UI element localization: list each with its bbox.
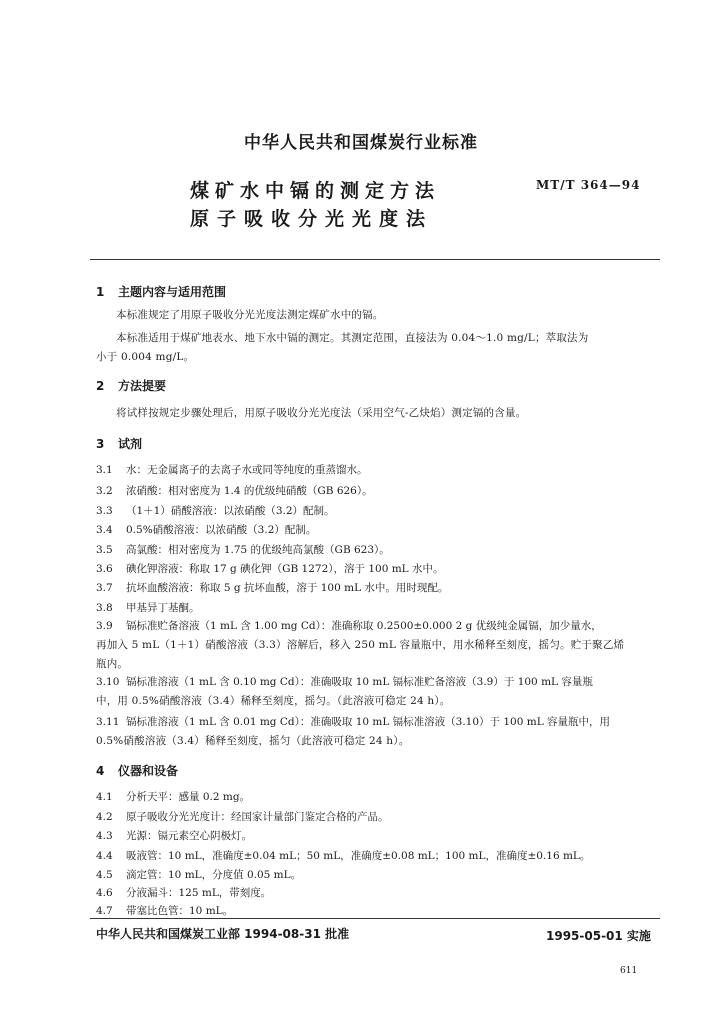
section-title: 仪器和设备 xyxy=(118,764,179,778)
list-item xyxy=(96,618,602,633)
item-number: 4.6 xyxy=(96,887,113,899)
footer-divider xyxy=(90,918,660,919)
section-number: 1 xyxy=(96,285,105,299)
item-continuation: 瓶内。 xyxy=(96,658,129,670)
item-text: 浓硝酸：相对密度为 1.4 的优级纯硝酸（GB 626）。 xyxy=(126,485,373,497)
list-item xyxy=(96,885,271,900)
list-item xyxy=(96,462,368,477)
item-number: 4.4 xyxy=(96,850,113,862)
section-title: 方法提要 xyxy=(118,379,167,393)
paragraph: 小于 0.004 mg/L。 xyxy=(96,351,195,363)
approval-info: 中华人民共和国煤炭工业部 1994-08-31 批准 xyxy=(96,927,350,941)
list-item xyxy=(96,848,590,863)
item-number: 3.7 xyxy=(96,582,113,594)
item-text: 镉标准溶液（1 mL 含 0.01 mg Cd）：准确吸取 10 mL 镉标准溶液（3.10）于 100 mL 容量瓶中，用 xyxy=(126,716,611,728)
list-item xyxy=(96,867,301,882)
page-number: 611 xyxy=(620,966,638,976)
item-continuation: 再加入 5 mL（1＋1）硝酸溶液（3.3）溶解后，移入 250 mL 容量瓶中，用水稀释至刻度，摇匀。贮于聚乙烯 xyxy=(96,639,625,651)
item-number: 4.3 xyxy=(96,830,113,842)
list-item xyxy=(96,809,389,824)
list-item xyxy=(96,828,252,843)
paragraph: 本标准规定了用原子吸收分光光度法测定煤矿水中的镉。 xyxy=(116,309,384,321)
item-text: 水：无金属离子的去离子水或同等纯度的重蒸馏水。 xyxy=(126,464,368,476)
item-number: 3.2 xyxy=(96,485,113,497)
item-number: 4.5 xyxy=(96,869,113,881)
list-item xyxy=(96,580,448,595)
item-text: 镉标准贮备溶液（1 mL 含 1.00 mg Cd）：准确称取 0.2500±0.000 2 g 优级纯金属镉，加少量水， xyxy=(126,620,602,632)
list-item xyxy=(96,542,390,557)
header-divider xyxy=(90,259,660,260)
item-text: 分液漏斗：125 mL，带刻度。 xyxy=(126,887,272,899)
item-number: 3.8 xyxy=(96,602,113,614)
item-text: 碘化钾溶液：称取 17 g 碘化钾（GB 1272），溶于 100 mL 水中。 xyxy=(126,563,444,575)
item-number: 4.7 xyxy=(96,905,113,917)
item-number: 3.4 xyxy=(96,524,113,536)
item-text: 高氯酸：相对密度为 1.75 的优级纯高氯酸（GB 623）。 xyxy=(126,544,390,556)
item-number: 3.1 xyxy=(96,464,113,476)
item-continuation: 0.5%硝酸溶液（3.4）稀释至刻度，摇匀（此溶液可稳定 24 h）。 xyxy=(96,735,410,747)
item-text: 镉标准溶液（1 mL 含 0.10 mg Cd）：准确吸取 10 mL 镉标准贮备溶液（3.9）于 100 mL 容量瓶 xyxy=(126,676,593,688)
list-item xyxy=(96,503,335,518)
item-number: 3.11 xyxy=(96,716,120,728)
item-text: 光源：镉元素空心阴极灯。 xyxy=(126,830,252,842)
item-number: 3.3 xyxy=(96,505,113,517)
standard-code: MT/T 364—94 xyxy=(536,178,641,192)
item-text: 滴定管：10 mL，分度值 0.05 mL。 xyxy=(126,869,302,881)
section-3-heading xyxy=(96,435,142,452)
document-title-line2: 原子吸收分光光度法 xyxy=(190,208,434,230)
section-number: 3 xyxy=(96,437,105,451)
item-number: 3.6 xyxy=(96,563,113,575)
item-text: 吸液管：10 mL，准确度±0.04 mL；50 mL，准确度±0.08 mL；100 mL，准确度±0.16 mL。 xyxy=(126,850,591,862)
list-item xyxy=(96,522,316,537)
paragraph: 将试样按规定步骤处理后，用原子吸收分光光度法（采用空气-乙炔焰）测定镉的含量。 xyxy=(116,407,527,419)
section-title: 试剂 xyxy=(118,437,143,451)
paragraph: 本标准适用于煤矿地表水、地下水中镉的测定。其测定范围，直接法为 0.04～1.0 mg/L；萃取法为 xyxy=(116,332,589,344)
item-text: 带塞比色管：10 mL。 xyxy=(126,905,234,917)
list-item xyxy=(96,600,200,615)
list-item xyxy=(96,674,593,689)
item-text: （1＋1）硝酸溶液：以浓硝酸（3.2）配制。 xyxy=(126,505,335,517)
item-number: 3.5 xyxy=(96,544,113,556)
item-text: 分析天平：感量 0.2 mg。 xyxy=(126,791,251,803)
issuer-header: 中华人民共和国煤炭行业标准 xyxy=(244,133,478,153)
section-number: 4 xyxy=(96,764,105,778)
list-item xyxy=(96,789,250,804)
implementation-date: 1995-05-01 实施 xyxy=(546,929,651,943)
item-continuation: 中，用 0.5%硝酸溶液（3.4）稀释至刻度，摇匀。（此溶液可稳定 24 h）。 xyxy=(96,695,451,707)
section-4-heading xyxy=(96,762,178,779)
section-2-heading xyxy=(96,377,166,394)
item-number: 4.1 xyxy=(96,791,113,803)
item-text: 原子吸收分光光度计：经国家计量部门鉴定合格的产品。 xyxy=(126,811,389,823)
list-item xyxy=(96,714,610,729)
item-number: 3.9 xyxy=(96,620,113,632)
item-number: 4.2 xyxy=(96,811,113,823)
list-item xyxy=(96,561,444,576)
section-number: 2 xyxy=(96,379,105,393)
item-text: 甲基异丁基酮。 xyxy=(126,602,200,614)
list-item xyxy=(96,903,233,918)
list-item xyxy=(96,483,373,498)
item-text: 0.5%硝酸溶液：以浓硝酸（3.2）配制。 xyxy=(126,524,317,536)
item-number: 3.10 xyxy=(96,676,120,688)
item-text: 抗坏血酸溶液：称取 5 g 抗坏血酸，溶于 100 mL 水中。用时现配。 xyxy=(126,582,449,594)
section-1-heading xyxy=(96,283,226,300)
document-title-line1: 煤矿水中镉的测定方法 xyxy=(190,180,441,202)
section-title: 主题内容与适用范围 xyxy=(118,285,227,299)
